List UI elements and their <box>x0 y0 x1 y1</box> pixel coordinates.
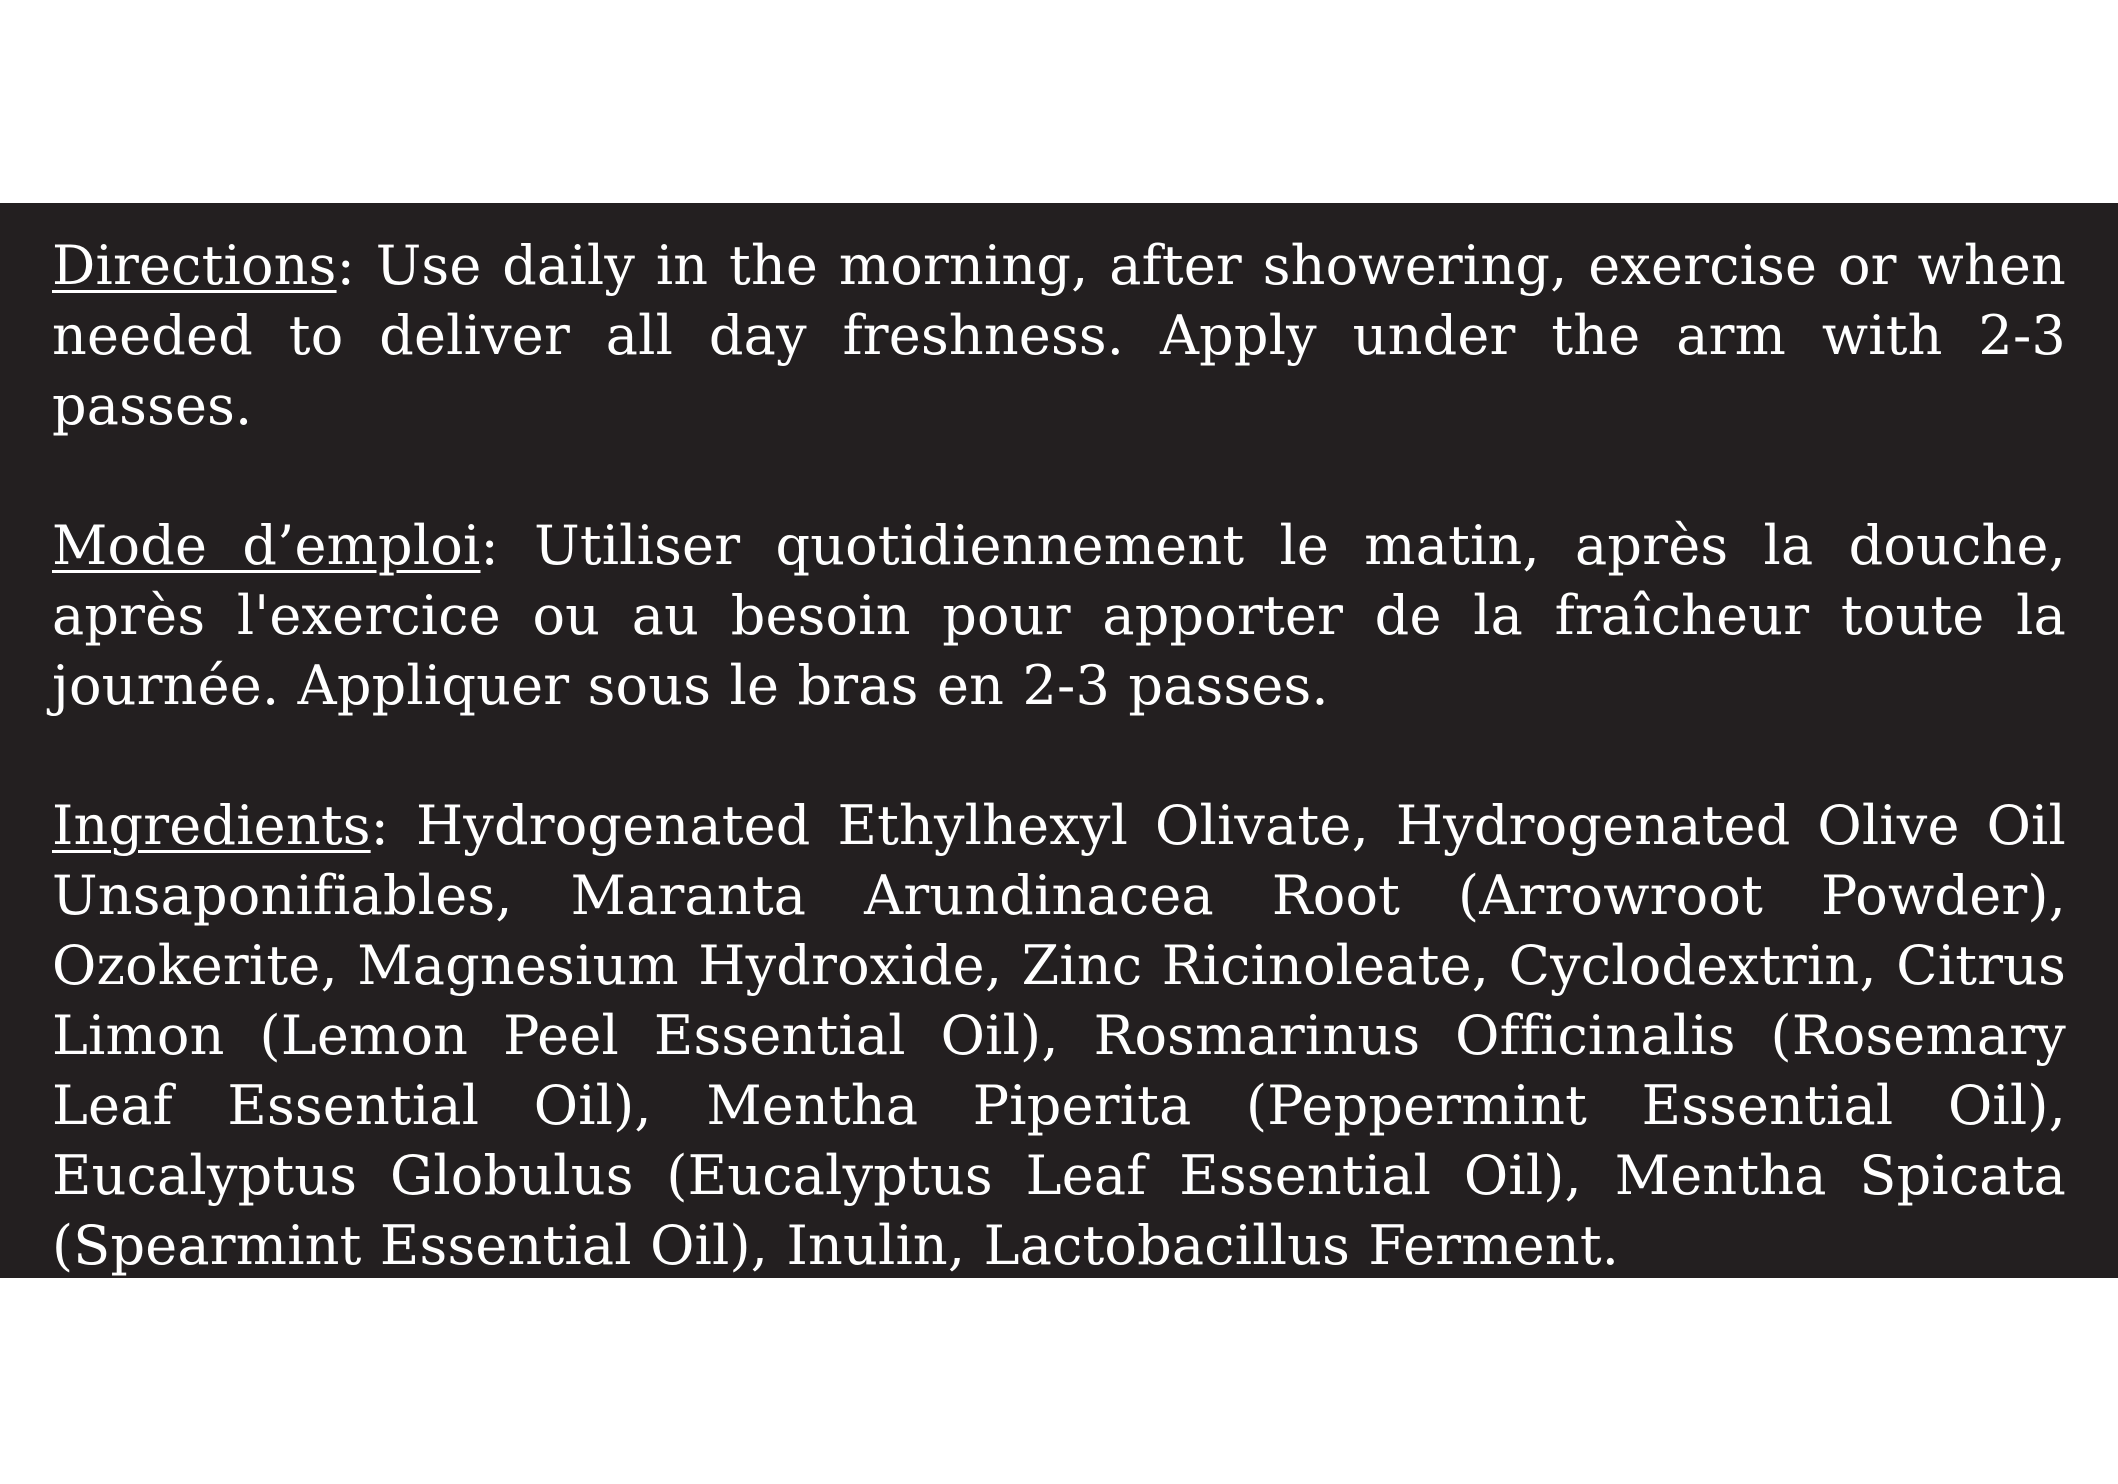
mode-emploi-text: : Utiliser quotidiennement le matin, après la douche, après l'exercice ou au besoin pour apporter de la fraîcheur toute la journée. Appliquer sous le bras en 2-3 passes. <box>52 514 2067 717</box>
mode-emploi-paragraph <box>52 511 2066 721</box>
ingredients-paragraph <box>52 791 2066 1281</box>
mode-emploi-heading: Mode d’emploi <box>52 514 481 577</box>
ingredients-heading: Ingredients <box>52 794 371 857</box>
directions-paragraph <box>52 231 2066 441</box>
directions-heading: Directions <box>52 234 337 297</box>
product-label-panel <box>0 203 2118 1278</box>
ingredients-text: : Hydrogenated Ethylhexyl Olivate, Hydrogenated Olive Oil Unsaponifiables, Maranta Arundinacea Root (Arrowroot Powder), Ozokerite, Magnesium Hydroxide, Zinc Ricinoleate, Cyclodextrin, Citrus Limon (Lemon Peel Essential Oil), Rosmarinus Officinalis (Rosemary Leaf Essential Oil), Mentha Piperita (Peppermint Essential Oil), Eucalyptus Globulus (Eucalyptus Leaf Essential Oil), Mentha Spicata (Spearmint Essential Oil), Inulin, Lactobacillus Ferment. <box>52 794 2066 1277</box>
directions-text: : Use daily in the morning, after showering, exercise or when needed to deliver all day freshness. Apply under the arm with 2-3 passes. <box>52 234 2066 437</box>
